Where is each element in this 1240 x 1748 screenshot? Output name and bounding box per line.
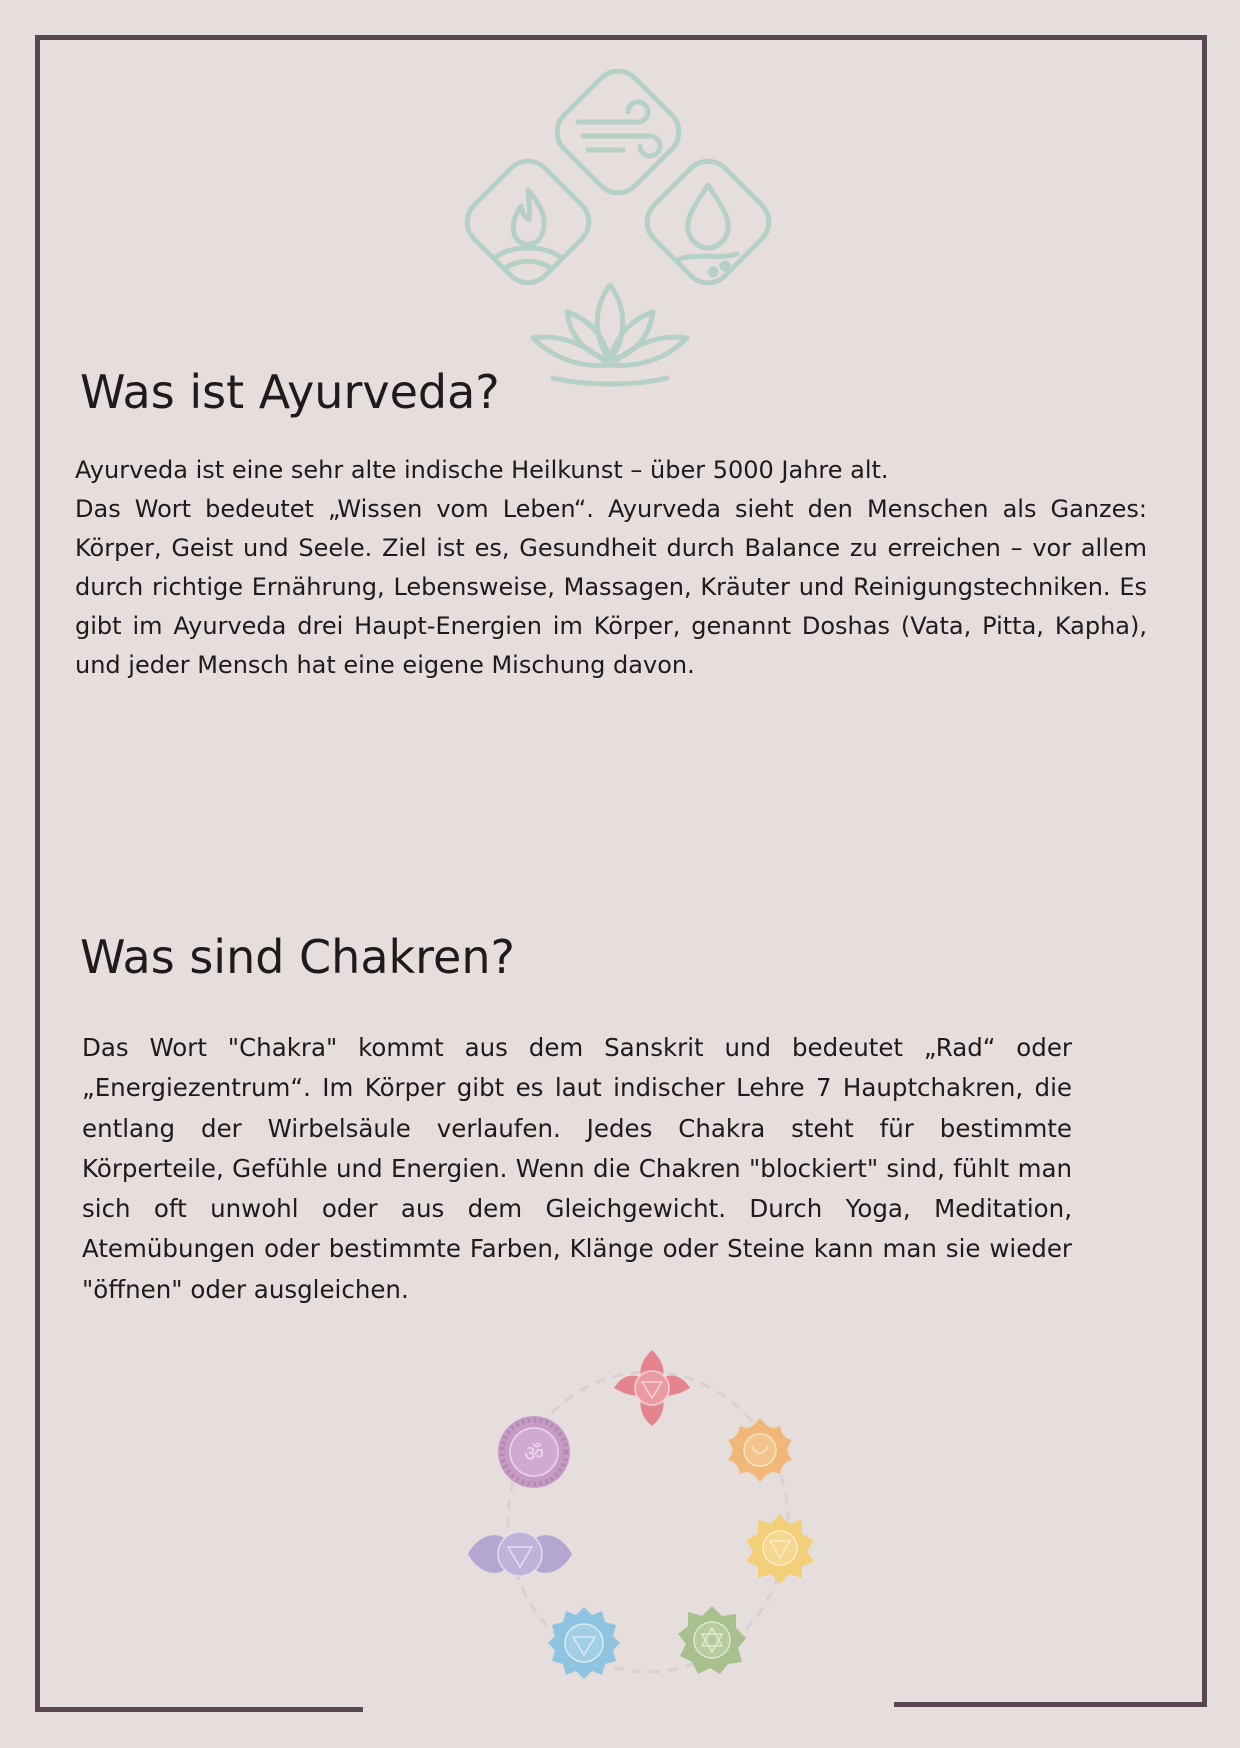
chakra-wheel-icon	[460, 1340, 830, 1685]
frame-left-border	[35, 35, 40, 1712]
heart-chakra-icon	[678, 1606, 746, 1674]
ayurveda-text-block	[75, 451, 1147, 685]
crown-chakra-icon	[498, 1416, 570, 1488]
svg-text:ॐ: ॐ	[523, 1442, 545, 1467]
chakren-heading: Was sind Chakren?	[80, 930, 515, 984]
elements-emblem-icon	[445, 60, 775, 395]
ayurveda-heading: Was ist Ayurveda?	[80, 365, 500, 419]
solar-plexus-chakra-icon	[746, 1514, 814, 1584]
frame-bottom-left-border	[35, 1707, 363, 1712]
third-eye-chakra-icon	[468, 1532, 572, 1576]
frame-bottom-right-border	[894, 1702, 1207, 1707]
ayurveda-intro-line: Ayurveda ist eine sehr alte indische Heilkunst – über 5000 Jahre alt.	[75, 456, 889, 484]
frame-top-border	[35, 35, 1207, 40]
root-chakra-icon	[614, 1350, 690, 1426]
chakren-text-block	[82, 1028, 1072, 1310]
ayurveda-paragraph: Das Wort bedeutet „Wissen vom Leben“. Ayurveda sieht den Menschen als Ganzes: Körper, Geist und Seele. Ziel ist es, Gesundheit durch Balance zu erreichen – vor allem durch richtige Ernährung, Lebensweise, Massagen, Kräuter und Reinigungstechniken. Es gibt im Ayurveda drei Haupt-Energien im Körper, genannt Doshas (Vata, Pitta, Kapha), und jeder Mensch hat eine eigene Mischung davon.	[75, 495, 1147, 679]
throat-chakra-icon	[548, 1607, 620, 1679]
sacral-chakra-icon	[728, 1418, 792, 1482]
chakren-paragraph: Das Wort "Chakra" kommt aus dem Sanskrit und bedeutet „Rad“ oder „Energiezentrum“. Im Körper gibt es laut indischer Lehre 7 Hauptchakren, die entlang der Wirbelsäule verlaufen. Jedes Chakra steht für bestimmte Körperteile, Gefühle und Energien. Wenn die Chakren "blockiert" sind, fühlt man sich oft unwohl oder aus dem Gleichgewicht. Durch Yoga, Meditation, Atemübungen oder bestimmte Farben, Klänge oder Steine kann man sie wieder "öffnen" oder ausgleichen.	[82, 1033, 1072, 1304]
frame-right-border	[1202, 35, 1207, 1707]
